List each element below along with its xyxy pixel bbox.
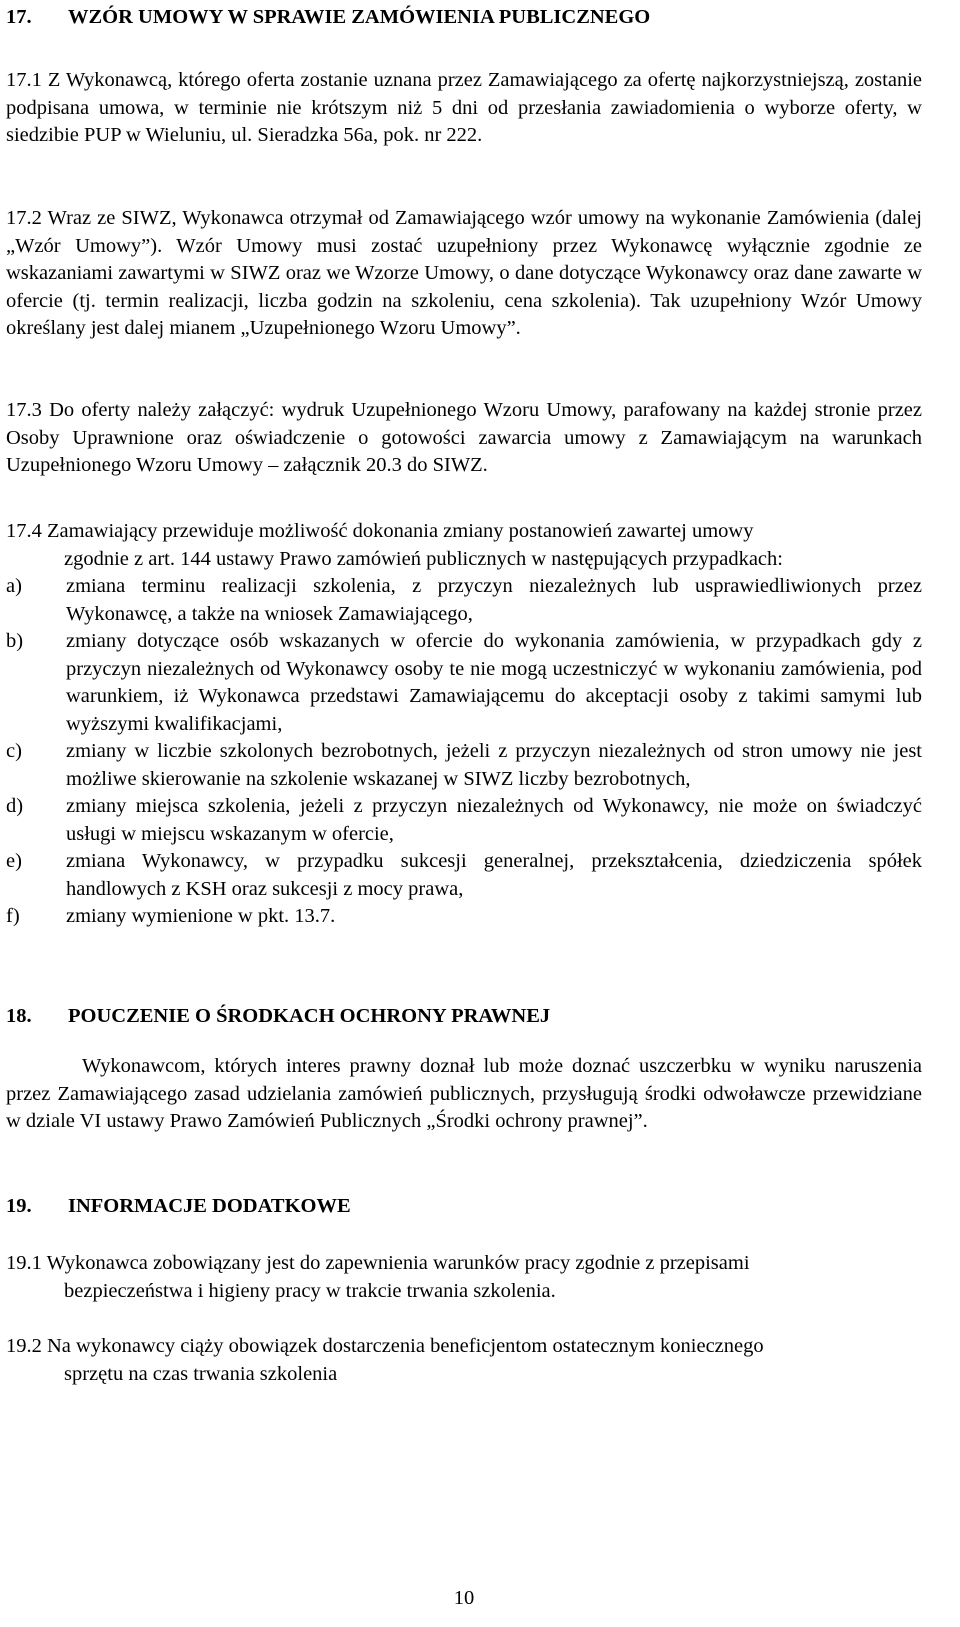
list-item [6, 903, 922, 931]
section-number: 19. [6, 1195, 32, 1217]
list-marker: e) [6, 850, 22, 872]
list-item-text: zmiany dotyczące osób wskazanych w ofercie do wykonania zamówienia, w przypadkach gdy z przyczyn niezależnych od Wykonawcy osoby te nie mogą uczestniczyć w wykonaniu zamówienia, pod warunkiem, iż Wykonawca przedstawi Zamawiającemu do akceptacji osoby z takimi samymi lub wyższymi kwalifikacjami, [66, 630, 922, 735]
page-number: 10 [453, 1587, 475, 1609]
list-item [6, 793, 922, 848]
section-17-heading [6, 4, 650, 32]
paragraph-18: Wykonawcom, których interes prawny doznał lub może doznać uszczerbku w wyniku naruszenia przez Zamawiającego zasad udzielania zamówień publicznych, przysługują środki odwoławcze przewidziane w dziale VI ustawy Prawo Zamówień Publicznych „Środki ochrony prawnej”. [6, 1055, 922, 1132]
paragraph-19-1 [6, 1250, 922, 1305]
paragraph-19-1-continuation: bezpieczeństwa i higieny pracy w trakcie trwania szkolenia. [64, 1279, 556, 1302]
list-marker: f) [6, 905, 20, 927]
section-number: 17. [6, 6, 32, 28]
paragraph-17-4-continuation: zgodnie z art. 144 ustawy Prawo zamówień publicznych w następujących przypadkach: [64, 547, 783, 570]
paragraph-19-2-first-line: 19.2 Na wykonawcy ciąży obowiązek dostarczenia beneficjentom ostatecznym koniecznego [6, 1335, 764, 1357]
list-item [6, 573, 922, 628]
list-marker: c) [6, 740, 22, 762]
paragraph-19-2-continuation: sprzętu na czas trwania szkolenia [64, 1362, 338, 1385]
list-item [6, 848, 922, 903]
section-18-heading [6, 1003, 550, 1031]
section-title: INFORMACJE DODATKOWE [68, 1195, 351, 1217]
paragraph-17-3: 17.3 Do oferty należy załączyć: wydruk Uzupełnionego Wzoru Umowy, parafowany na każdej stronie przez Osoby Uprawnione oraz oświadczenie o gotowości zawarcia umowy z Zamawiającym na warunkach Uzupełnionego Wzoru Umowy – załącznik 20.3 do SIWZ. [6, 399, 922, 476]
list-item-text: zmiana terminu realizacji szkolenia, z przyczyn niezależnych lub usprawiedliwionych przez Wykonawcę, a także na wniosek Zamawiającego, [66, 575, 922, 625]
list-item [6, 628, 922, 738]
paragraph-19-2 [6, 1333, 922, 1388]
list-marker: d) [6, 795, 24, 817]
paragraph-17-4 [6, 518, 922, 573]
list-item-text: zmiany w liczbie szkolonych bezrobotnych, jeżeli z przyczyn niezależnych od stron umowy nie jest możliwe skierowanie na szkolenie wskazanej w SIWZ liczby bezrobotnych, [66, 740, 922, 790]
list-marker: b) [6, 630, 24, 652]
section-19-heading [6, 1193, 351, 1221]
list-item-text: zmiany miejsca szkolenia, jeżeli z przyczyn niezależnych od Wykonawcy, nie może on świadczyć usługi w miejscu wskazanym w ofercie, [66, 795, 922, 845]
amendment-list [6, 573, 922, 931]
list-item [6, 738, 922, 793]
paragraph-17-4-first-line: 17.4 Zamawiający przewiduje możliwość dokonania zmiany postanowień zawartej umowy [6, 520, 754, 542]
paragraph-17-1: 17.1 Z Wykonawcą, którego oferta zostanie uznana przez Zamawiającego za ofertę najkorzystniejszą, zostanie podpisana umowa, w terminie nie krótszym niż 5 dni od przesłania zawiadomienia o wyborze oferty, w siedzibie PUP w Wieluniu, ul. Sieradzka 56a, pok. nr 222. [6, 69, 922, 146]
paragraph-17-2: 17.2 Wraz ze SIWZ, Wykonawca otrzymał od Zamawiającego wzór umowy na wykonanie Zamówienia (dalej „Wzór Umowy”). Wzór Umowy musi zostać uzupełniony przez Wykonawcę wyłącznie zgodnie ze wskazaniami zawartymi w SIWZ oraz we Wzorze Umowy, o dane dotyczące Wykonawcy oraz dane zawarte w ofercie (tj. termin realizacji, liczba godzin na szkoleniu, cena szkolenia). Tak uzupełniony Wzór Umowy określany jest dalej mianem „Uzupełnionego Wzoru Umowy”. [6, 207, 922, 339]
paragraph-19-1-first-line: 19.1 Wykonawca zobowiązany jest do zapewnienia warunków pracy zgodnie z przepisami [6, 1252, 750, 1274]
list-item-text: zmiany wymienione w pkt. 13.7. [66, 905, 336, 927]
section-title: POUCZENIE O ŚRODKACH OCHRONY PRAWNEJ [68, 1005, 551, 1027]
list-item-text: zmiana Wykonawcy, w przypadku sukcesji generalnej, przekształcenia, dziedziczenia spółek handlowych z KSH oraz sukcesji z mocy prawa, [66, 850, 922, 900]
section-number: 18. [6, 1005, 32, 1027]
list-marker: a) [6, 575, 22, 597]
section-title: WZÓR UMOWY W SPRAWIE ZAMÓWIENIA PUBLICZNEGO [68, 6, 651, 28]
